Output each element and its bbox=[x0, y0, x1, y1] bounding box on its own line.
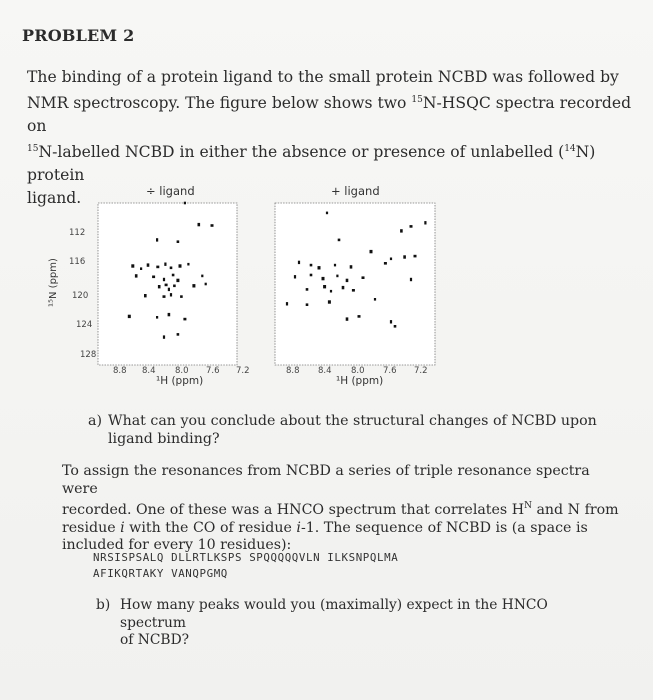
assign-line-2b: and N from bbox=[531, 502, 619, 518]
y-tick-label: 120 bbox=[72, 291, 89, 301]
nmr-peak bbox=[128, 315, 131, 318]
nmr-peak bbox=[350, 265, 353, 268]
x-tick-label: 8.4 bbox=[318, 366, 332, 376]
isotope-sup: 14 bbox=[564, 144, 576, 154]
intro-line-4: ligand. bbox=[27, 189, 82, 207]
nmr-peak bbox=[394, 325, 397, 328]
x-tick-label: 8.8 bbox=[286, 366, 300, 376]
nmr-peak bbox=[410, 278, 412, 281]
nmr-peak bbox=[173, 285, 176, 288]
assign-line-3c: -1. The sequence of NCBD is (a space is bbox=[300, 519, 588, 536]
nmr-peak bbox=[306, 288, 309, 291]
nmr-peak bbox=[156, 266, 159, 269]
hsqc-spectrum-with-ligand bbox=[272, 200, 438, 368]
y-tick-label: 116 bbox=[69, 257, 86, 267]
x-tick-label: 8.8 bbox=[113, 366, 127, 376]
nmr-peak bbox=[362, 276, 365, 279]
y-axis-label: ¹⁵N (ppm) bbox=[48, 258, 59, 307]
sequence-line-1: NRSISPSALQ DLLRTLKSPS SPQQQQQVLN ILKSNPQLMA bbox=[93, 551, 399, 564]
nmr-peak bbox=[346, 279, 349, 282]
nmr-peak bbox=[323, 285, 326, 288]
nmr-peak bbox=[177, 240, 180, 243]
nmr-peak bbox=[152, 276, 155, 279]
intro-line-1: The binding of a protein ligand to the small protein NCBD was followed by bbox=[27, 68, 619, 86]
nmr-peak bbox=[164, 263, 166, 266]
nmr-peak bbox=[424, 221, 426, 224]
hn-superscript: N bbox=[524, 501, 532, 511]
nmr-peak bbox=[400, 229, 403, 232]
nmr-peak bbox=[179, 264, 182, 267]
nmr-peak bbox=[326, 212, 328, 215]
nmr-peak bbox=[135, 274, 138, 277]
assign-line-2a: recorded. One of these was a HNCO spectrum that correlates H bbox=[62, 502, 525, 518]
x-tick-label: 7.6 bbox=[206, 366, 220, 376]
left-x-axis-label: ¹H (ppm) bbox=[156, 375, 204, 387]
x-tick-label: 7.6 bbox=[383, 366, 397, 376]
nmr-peak bbox=[286, 302, 288, 305]
nmr-peak bbox=[170, 293, 172, 296]
nmr-peak bbox=[306, 303, 309, 306]
nmr-peak bbox=[192, 284, 195, 287]
nmr-peak bbox=[414, 255, 417, 258]
nmr-peak bbox=[390, 320, 392, 323]
nmr-peak bbox=[346, 317, 349, 320]
nmr-peak bbox=[374, 298, 376, 301]
question-a-line-2: ligand binding? bbox=[108, 431, 220, 447]
nmr-peak bbox=[342, 286, 345, 289]
assign-line-3b: with the CO of residue bbox=[124, 519, 297, 536]
question-a-label: a) bbox=[88, 413, 102, 429]
nmr-peak bbox=[336, 275, 338, 278]
nmr-peak bbox=[328, 300, 331, 303]
nmr-peak bbox=[298, 261, 300, 264]
residue-index-i: i bbox=[120, 519, 125, 536]
residue-index-i: i bbox=[296, 519, 301, 536]
nmr-peak bbox=[205, 283, 207, 286]
nmr-peak bbox=[184, 202, 186, 205]
nmr-peak bbox=[180, 295, 183, 298]
nmr-peak bbox=[156, 238, 158, 241]
nmr-peak bbox=[370, 250, 373, 253]
nmr-peak bbox=[147, 263, 150, 266]
nmr-peak bbox=[172, 274, 175, 277]
nmr-peak bbox=[352, 289, 355, 292]
nmr-peak bbox=[334, 264, 336, 267]
sequence-line-2: AFIKQRTAKY VANQPGMQ bbox=[93, 566, 228, 580]
problem-heading: PROBLEM 2 bbox=[22, 26, 135, 45]
assignment-paragraph bbox=[62, 463, 622, 555]
hsqc-spectrum-without-ligand bbox=[95, 200, 240, 368]
nmr-peak bbox=[144, 294, 147, 297]
right-panel-title: + ligand bbox=[331, 184, 380, 198]
x-tick-label: 7.2 bbox=[236, 366, 250, 376]
nmr-peak bbox=[183, 318, 186, 321]
intro-line-2a: NMR spectroscopy. The figure below shows two bbox=[27, 94, 412, 112]
question-b bbox=[96, 597, 616, 650]
nmr-peak bbox=[310, 274, 313, 277]
question-a bbox=[88, 412, 608, 448]
assign-line-3a: residue bbox=[62, 519, 121, 536]
nmr-peak bbox=[294, 275, 296, 278]
nmr-peak bbox=[156, 316, 158, 319]
nmr-peak bbox=[403, 255, 406, 258]
nmr-peak bbox=[211, 224, 214, 227]
nmr-peak bbox=[338, 239, 341, 242]
nmr-peak bbox=[201, 275, 203, 278]
x-tick-label: 8.0 bbox=[175, 366, 189, 376]
x-tick-label: 8.0 bbox=[351, 366, 365, 376]
y-tick-label: 128 bbox=[80, 350, 97, 360]
nmr-peak bbox=[177, 333, 180, 336]
question-b-line-1: How many peaks would you (maximally) expect in the HNCO spectrum bbox=[120, 597, 548, 631]
nmr-peak bbox=[390, 258, 392, 261]
left-panel-title: ÷ ligand bbox=[146, 184, 195, 198]
nmr-peak bbox=[165, 284, 168, 287]
nmr-peak bbox=[176, 279, 179, 282]
nmr-peak bbox=[384, 262, 387, 265]
intro-line-3a: N-labelled NCBD in either the absence or presence of unlabelled ( bbox=[38, 143, 565, 161]
nmr-peak bbox=[322, 277, 325, 280]
isotope-sup: 15 bbox=[27, 144, 39, 154]
nmr-peak bbox=[310, 264, 313, 267]
assign-line-1: To assign the resonances from NCBD a series of triple resonance spectra were bbox=[62, 463, 590, 497]
ncbd-sequence bbox=[93, 550, 398, 581]
nmr-peak bbox=[170, 267, 173, 270]
nmr-peak bbox=[187, 263, 189, 266]
isotope-sup: 15 bbox=[411, 95, 423, 105]
nmr-peak bbox=[318, 266, 321, 269]
nmr-peak bbox=[198, 223, 201, 226]
y-tick-label: 112 bbox=[69, 228, 86, 238]
nmr-peak bbox=[158, 285, 161, 288]
nmr-peak bbox=[140, 267, 142, 270]
right-x-axis-label: ¹H (ppm) bbox=[336, 375, 384, 387]
question-a-line-1: What can you conclude about the structural changes of NCBD upon bbox=[108, 413, 597, 429]
question-b-label: b) bbox=[96, 597, 111, 613]
nmr-peak bbox=[330, 290, 332, 293]
question-b-line-2: of NCBD? bbox=[120, 632, 190, 648]
nmr-peak bbox=[168, 313, 171, 316]
intro-line-3b: N) protein bbox=[27, 143, 596, 184]
nmr-peak bbox=[131, 264, 134, 267]
nmr-peak bbox=[358, 315, 361, 318]
nmr-peak bbox=[168, 288, 170, 291]
nmr-peak bbox=[163, 295, 166, 298]
nmr-peak bbox=[410, 225, 413, 228]
assign-line-4: included for every 10 residues): bbox=[62, 537, 292, 553]
nmr-peak bbox=[163, 278, 165, 281]
intro-line-2b: N-HSQC spectra recorded on bbox=[27, 94, 632, 135]
nmr-peak bbox=[163, 335, 165, 338]
y-tick-label: 124 bbox=[76, 320, 93, 330]
x-tick-label: 8.4 bbox=[142, 366, 156, 376]
x-tick-label: 7.2 bbox=[414, 366, 428, 376]
